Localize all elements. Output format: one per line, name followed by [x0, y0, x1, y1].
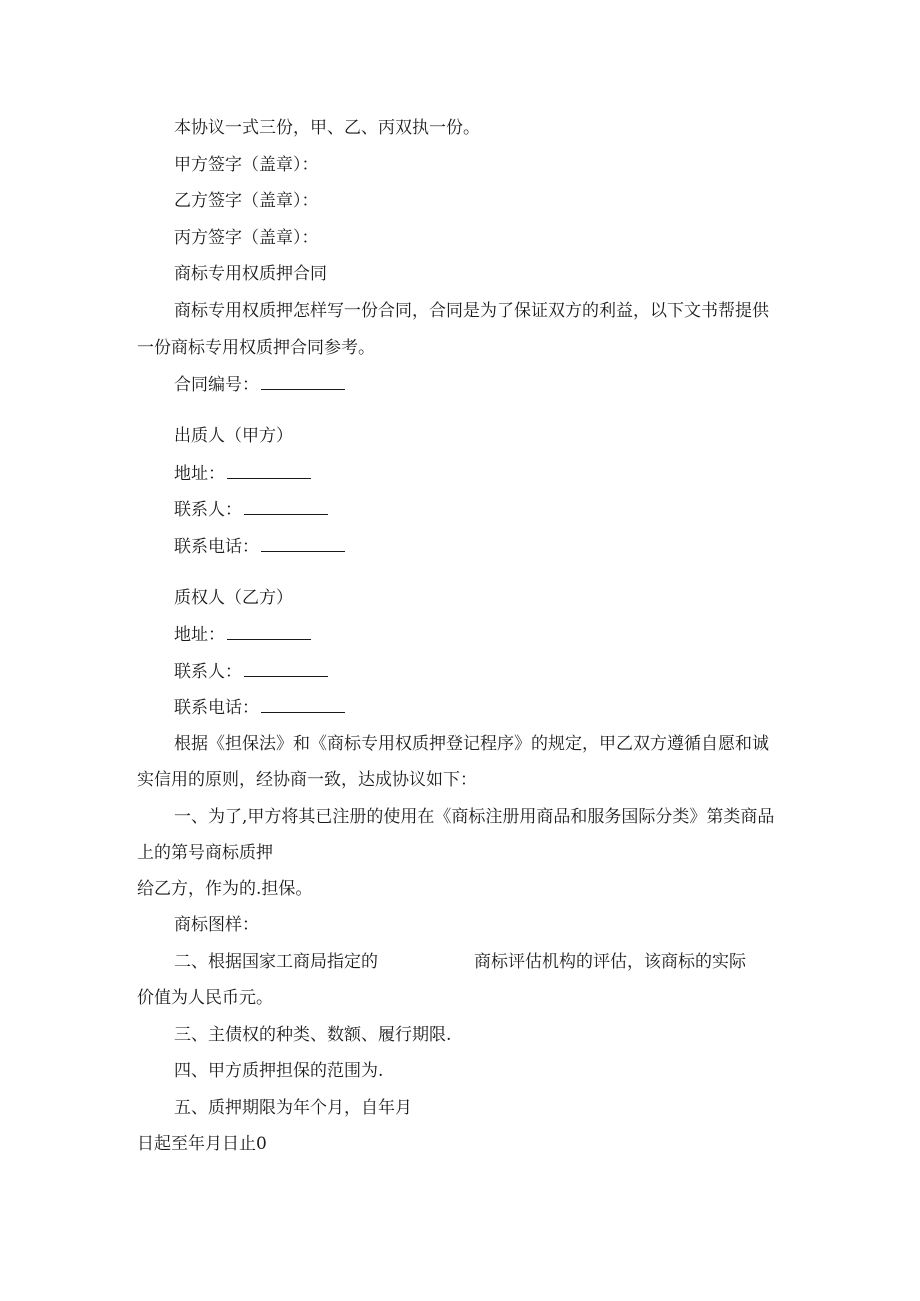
pledgee-phone-field [174, 696, 345, 719]
pledgor-address-label: 地址： [174, 464, 225, 484]
pledgor-phone-blank [261, 535, 345, 552]
intro-paragraph-line-1: 商标专用权质押怎样写一份合同，合同是为了保证双方的利益，以下文书帮提供 [174, 301, 769, 321]
contract-number-blank [261, 373, 345, 390]
contract-number-label: 合同编号： [174, 375, 259, 395]
contract-title: 商标专用权质押合同 [174, 264, 327, 284]
pledgee-phone-blank [261, 696, 345, 713]
clause-1-line-3: 给乙方，作为的.担保。 [137, 879, 313, 899]
legal-basis-line-1: 根据《担保法》和《商标专用权质押登记程序》的规定，甲乙双方遵循自愿和诚 [174, 734, 769, 754]
pledgee-address-label: 地址： [174, 625, 225, 645]
pledgee-address-field [174, 623, 311, 646]
intro-paragraph-line-2: 一份商标专用权质押合同参考。 [137, 338, 375, 358]
clause-1-line-2: 上的第号商标质押 [137, 843, 273, 863]
party-b-signature-label: 乙方签字（盖章）： [174, 191, 319, 211]
trademark-sample-label: 商标图样： [174, 915, 259, 935]
pledgor-phone-label: 联系电话： [174, 537, 259, 557]
pledgee-contact-label: 联系人： [174, 662, 242, 682]
clause-5-line-2: 日起至年月日止0 [137, 1134, 267, 1154]
pledgee-contact-field [174, 660, 328, 683]
pledgor-contact-blank [244, 498, 328, 515]
pledgee-heading: 质权人（乙方） [174, 588, 293, 608]
clause-1-line-1: 一、为了,甲方将其已注册的使用在《商标注册用商品和服务国际分类》第类商品 [174, 807, 775, 827]
clause-5-line-1: 五、质押期限为年个月，自年月 [174, 1098, 412, 1118]
pledgor-contact-label: 联系人： [174, 500, 242, 520]
pledgor-heading: 出质人（甲方） [174, 426, 293, 446]
party-c-signature-label: 丙方签字（盖章）： [174, 228, 319, 248]
pledgor-address-blank [227, 462, 311, 479]
pledgor-address-field [174, 462, 311, 485]
pledgor-phone-field [174, 535, 345, 558]
clause-4-text: 四、甲方质押担保的范围为. [174, 1061, 384, 1081]
pledgor-contact-field [174, 498, 328, 521]
clause-2-line-1 [174, 951, 746, 973]
clause-2-part-2: 商标评估机构的评估，该商标的实际 [474, 952, 746, 972]
pledgee-contact-blank [244, 660, 328, 677]
clause-3-text: 三、主债权的种类、数额、履行期限. [174, 1025, 452, 1045]
party-a-signature-label: 甲方签字（盖章）： [174, 155, 319, 175]
clause-2-part-1: 二、根据国家工商局指定的 [174, 952, 378, 972]
legal-basis-line-2: 实信用的原则，经协商一致，达成协议如下： [137, 770, 477, 790]
agreement-copies-text: 本协议一式三份，甲、乙、丙双执一份。 [174, 118, 480, 138]
contract-number-field [174, 373, 345, 396]
pledgee-phone-label: 联系电话： [174, 698, 259, 718]
pledgee-address-blank [227, 623, 311, 640]
clause-2-line-2: 价值为人民币元。 [137, 988, 273, 1008]
